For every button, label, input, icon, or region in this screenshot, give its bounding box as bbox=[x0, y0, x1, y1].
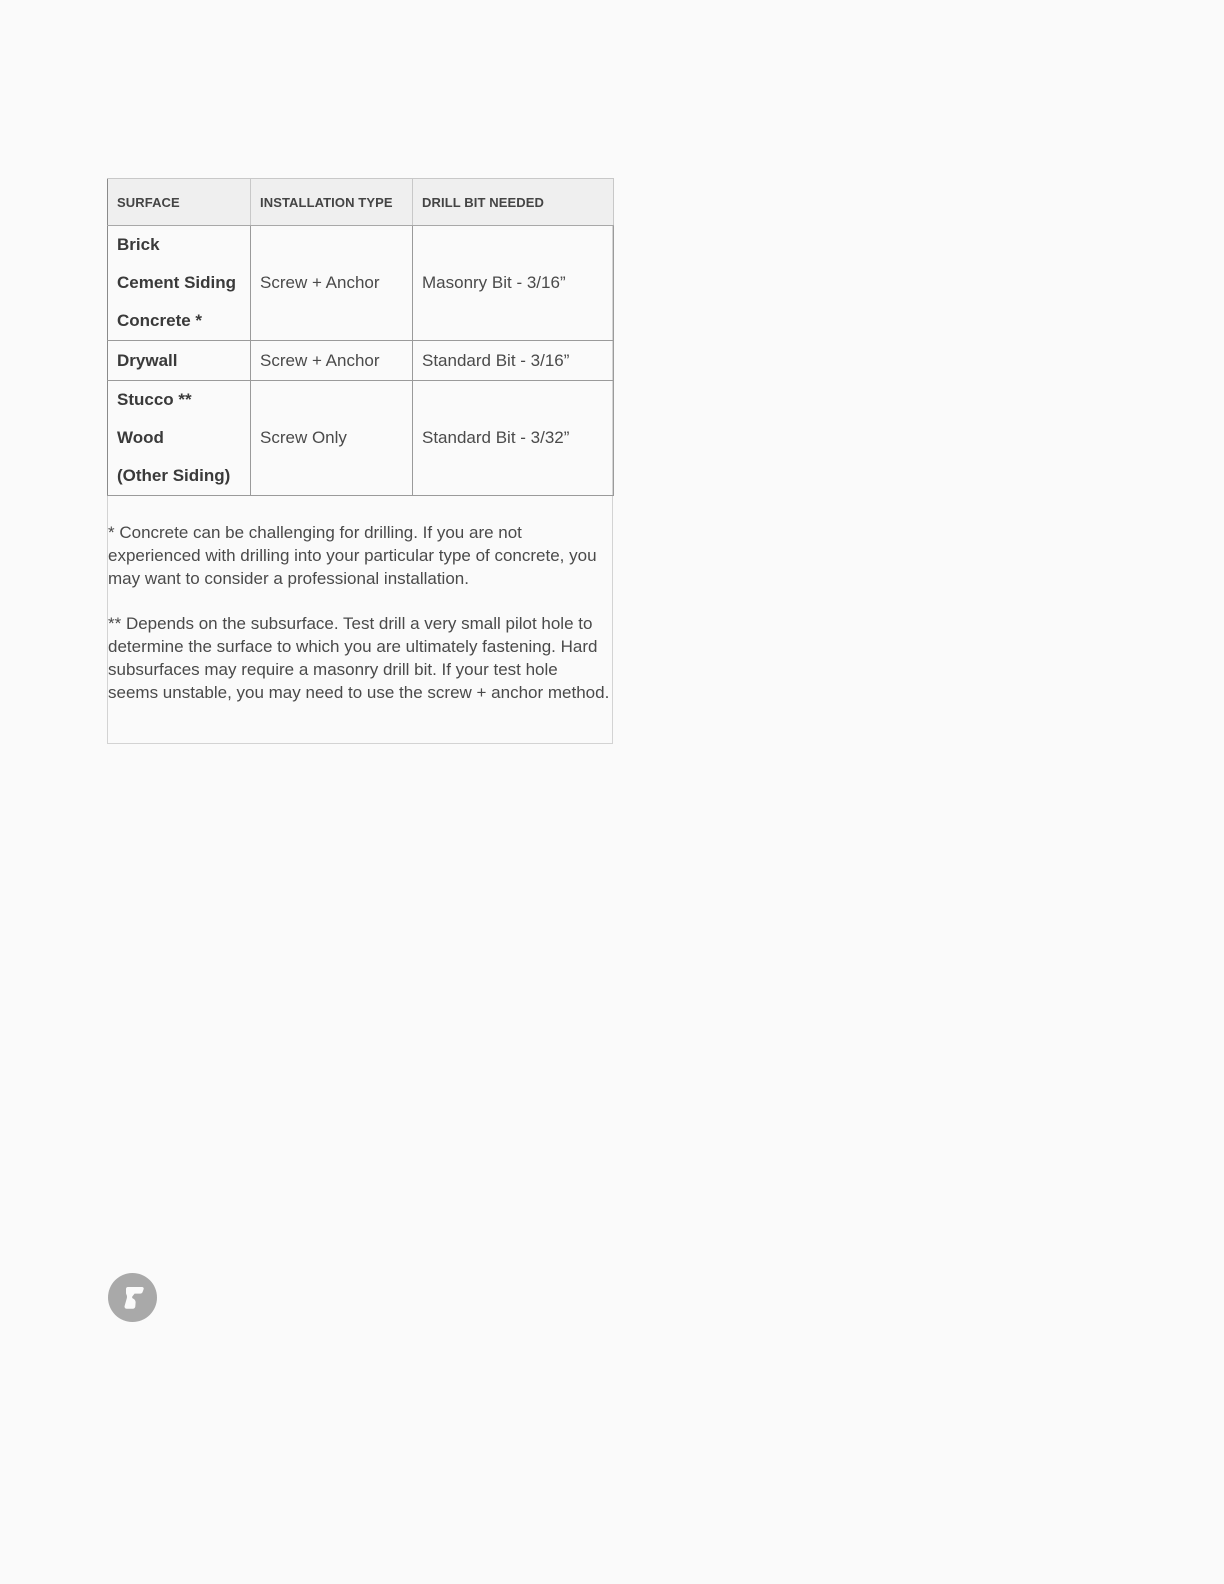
surface-label: Concrete * bbox=[117, 311, 203, 330]
surface-cell bbox=[108, 381, 251, 496]
installation-type-cell bbox=[251, 381, 413, 496]
surface-label: Stucco ** bbox=[117, 390, 192, 409]
footnote-concrete: * Concrete can be challenging for drilling. If you are not experienced with drilling into your particular type of concrete, you may want to consider a professional installation. bbox=[108, 523, 597, 588]
surface-label: Wood bbox=[117, 428, 164, 447]
installation-type-cell bbox=[251, 226, 413, 341]
footnotes bbox=[108, 496, 612, 704]
surface-label: Drywall bbox=[117, 350, 178, 370]
surface-label: (Other Siding) bbox=[117, 466, 231, 485]
header-installation-type: INSTALLATION TYPE bbox=[251, 179, 413, 226]
drill-bit-cell bbox=[413, 341, 614, 381]
installation-type-value: Screw Only bbox=[260, 428, 347, 447]
drill-bit-cell bbox=[413, 226, 614, 341]
footnote-subsurface: ** Depends on the subsurface. Test drill a very small pilot hole to determine the surface to which you are ultimately fastening. Hard subsurfaces may require a masonry drill bit. If your test hole seems unstable, you may need to use the screw + anchor method. bbox=[108, 614, 610, 702]
installation-type-value: Screw + Anchor bbox=[260, 350, 380, 370]
installation-guide-card bbox=[107, 178, 613, 744]
surface-label: Cement Siding bbox=[117, 273, 237, 292]
drill-bit-value: Masonry Bit - 3/16” bbox=[422, 273, 566, 292]
table-row bbox=[108, 226, 614, 341]
table-header-row bbox=[108, 179, 614, 226]
drill-logo-icon bbox=[108, 1273, 157, 1322]
table-row bbox=[108, 381, 614, 496]
header-surface: SURFACE bbox=[108, 179, 251, 226]
surface-cell bbox=[108, 226, 251, 341]
drill-glyph-icon bbox=[117, 1282, 149, 1314]
drill-bit-table bbox=[107, 178, 614, 496]
surface-label: Brick bbox=[117, 235, 160, 254]
table-row bbox=[108, 341, 614, 381]
header-drill-bit-needed: DRILL BIT NEEDED bbox=[413, 179, 614, 226]
drill-bit-cell bbox=[413, 381, 614, 496]
drill-bit-value: Standard Bit - 3/16” bbox=[422, 350, 570, 370]
surface-cell bbox=[108, 341, 251, 381]
installation-type-cell bbox=[251, 341, 413, 381]
installation-type-value: Screw + Anchor bbox=[260, 273, 380, 292]
drill-bit-value: Standard Bit - 3/32” bbox=[422, 428, 570, 447]
